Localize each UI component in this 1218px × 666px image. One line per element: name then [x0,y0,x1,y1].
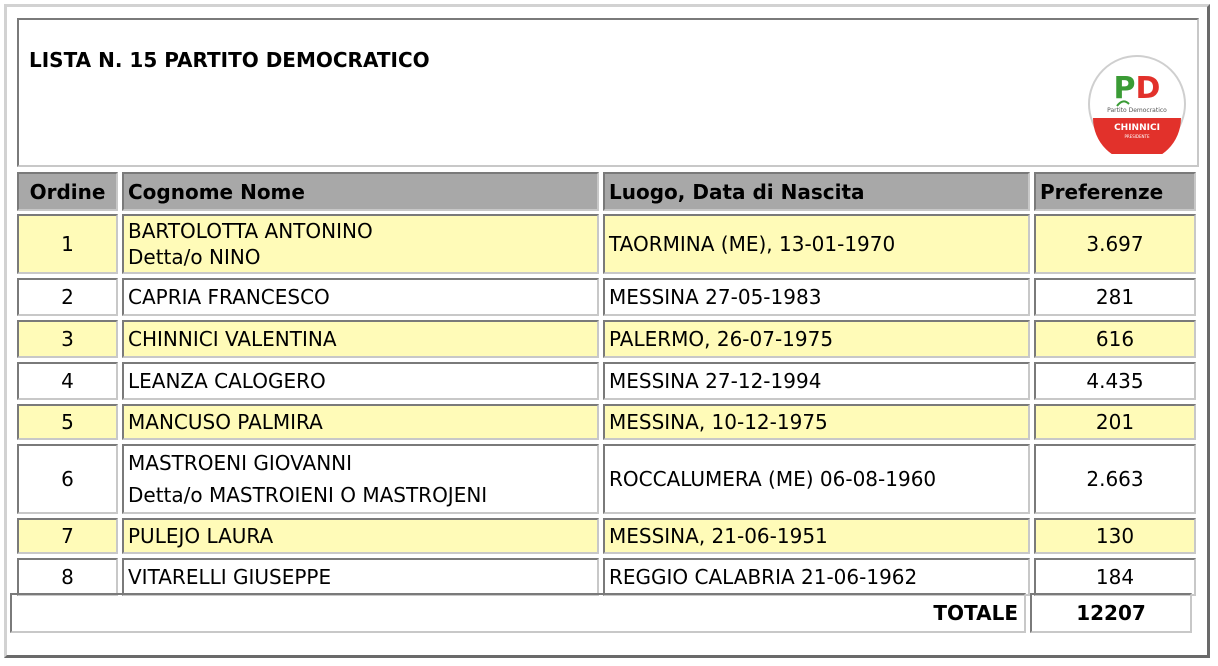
list-title: LISTA N. 15 PARTITO DEMOCRATICO [29,48,430,72]
order-cell: 1 [17,214,118,274]
birth-place-date: ROCCALUMERA (ME) 06-08-1960 [603,444,1030,514]
birth-place-date: MESSINA 27-12-1994 [603,362,1030,400]
candidate-name: MANCUSO PALMIRA [122,404,599,440]
candidate-alias: Detta/o MASTROIENI O MASTROJENI [128,483,488,507]
column-header: Cognome Nome [122,172,599,211]
candidate-name-cell [122,444,599,514]
svg-text:CHINNICI: CHINNICI [1114,123,1160,133]
party-logo-icon [1087,54,1187,154]
preferences-cell: 184 [1034,558,1196,596]
svg-text:PD: PD [1113,71,1161,106]
order-cell: 4 [17,362,118,400]
column-header: Luogo, Data di Nascita [603,172,1030,211]
preferences-cell: 616 [1034,320,1196,358]
order-cell: 6 [17,444,118,514]
preferences-cell: 4.435 [1034,362,1196,400]
preferences-cell: 2.663 [1034,444,1196,514]
order-cell: 5 [17,404,118,440]
birth-place-date: REGGIO CALABRIA 21-06-1962 [603,558,1030,596]
candidate-name: CHINNICI VALENTINA [122,320,599,358]
total-label: TOTALE [10,593,1026,633]
birth-place-date: TAORMINA (ME), 13-01-1970 [603,214,1030,274]
candidate-name: VITARELLI GIUSEPPE [122,558,599,596]
birth-place-date: MESSINA 27-05-1983 [603,278,1030,316]
candidate-name: PULEJO LAURA [122,518,599,554]
candidate-name: CAPRIA FRANCESCO [122,278,599,316]
order-cell: 3 [17,320,118,358]
preferences-cell: 3.697 [1034,214,1196,274]
candidate-alias: Detta/o NINO [128,245,261,269]
order-cell: 7 [17,518,118,554]
candidate-name: LEANZA CALOGERO [122,362,599,400]
column-header: Preferenze [1034,172,1196,211]
total-value: 12207 [1030,593,1192,633]
birth-place-date: PALERMO, 26-07-1975 [603,320,1030,358]
candidate-name: BARTOLOTTA ANTONINO [128,219,373,243]
svg-text:Partito Democratico: Partito Democratico [1107,107,1167,114]
birth-place-date: MESSINA, 10-12-1975 [603,404,1030,440]
birth-place-date: MESSINA, 21-06-1951 [603,518,1030,554]
column-header: Ordine [17,172,118,211]
preferences-cell: 201 [1034,404,1196,440]
preferences-cell: 130 [1034,518,1196,554]
list-header-box [17,18,1199,167]
preferences-cell: 281 [1034,278,1196,316]
svg-text:PRESIDENTE: PRESIDENTE [1124,134,1150,139]
candidate-name: MASTROENI GIOVANNI [128,451,353,475]
order-cell: 8 [17,558,118,596]
order-cell: 2 [17,278,118,316]
candidate-name-cell [122,214,599,274]
